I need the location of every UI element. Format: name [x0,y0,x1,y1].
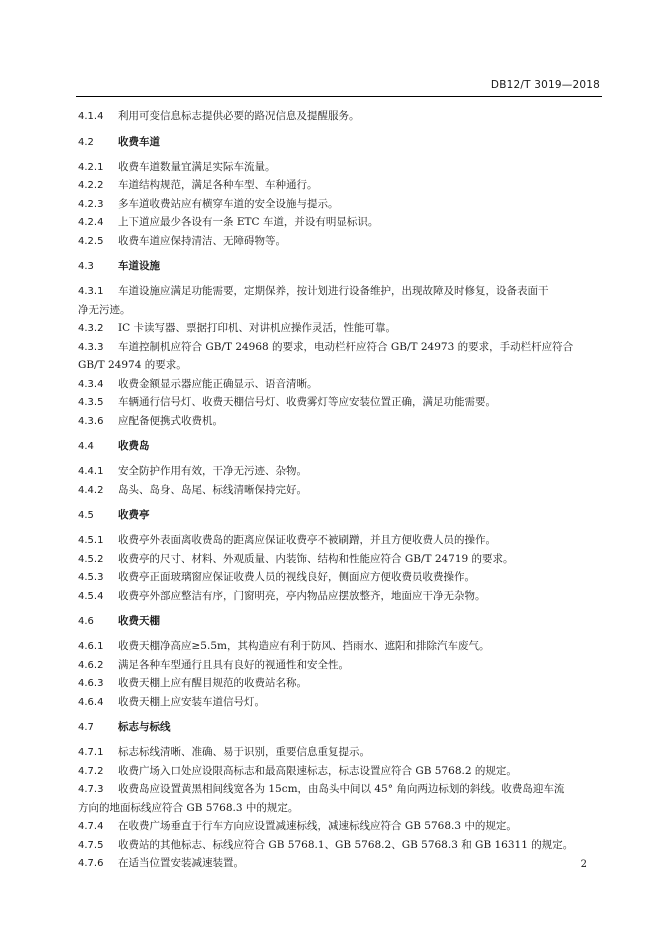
section-number: 4.6 [78,616,94,627]
clause-number: 4.3.5 [78,397,104,408]
clause [78,550,598,569]
section-title: 收费亭 [118,509,150,521]
clause-text: 收费亭的尺寸、材料、外观质量、内装饰、结构和性能应符合 GB/T 24719 的要求。 [118,552,514,565]
section-heading [78,134,598,150]
clause [78,780,598,799]
clause [78,282,598,301]
clause-number: 4.5.2 [78,553,104,565]
clause-number: 4.1.4 [78,111,104,122]
clause [78,213,598,232]
clause-text: 上下道应最少各设有一条 ETC 车道，并设有明显标识。 [118,216,379,228]
clause-number: 4.4.1 [78,466,104,477]
header-rule [76,96,602,97]
clause [78,107,598,126]
section-title: 标志与标线 [118,721,171,733]
section-number: 4.3 [78,261,94,272]
clause-number: 4.3.3 [78,341,104,353]
clause-text: 收费天棚上应有醒目规范的收费站名称。 [118,677,307,689]
clause-text: 收费天棚净高应≥5.5m，其构造应有利于防风、挡雨水、遮阳和排除汽车废气。 [118,640,490,652]
clause-text: 应配备便携式收费机。 [118,414,223,427]
clause-number: 4.7.4 [78,821,104,832]
section-heading [78,258,598,274]
clause-number: 4.7.5 [78,839,104,851]
clause-continuation: 净无污迹。 [78,303,131,316]
section-title: 收费岛 [118,440,150,452]
clause-text: 车道设施应满足功能需要，定期保养，按计划进行设备维护，出现故障及时修复，设备表面干 [118,285,549,297]
clause [78,637,598,656]
section-title: 收费车道 [118,135,160,148]
section-number: 4.7 [78,722,94,733]
page-number: 2 [580,859,587,870]
clause [78,158,598,177]
clause [78,481,598,500]
clause [78,836,598,855]
clause-text: 收费车道应保持清洁、无障碍物等。 [118,234,286,247]
clause-text: 车道控制机应符合 GB/T 24968 的要求，电动栏杆应符合 GB/T 24973 的要求，手动栏杆应符合 [118,340,574,353]
clause-number: 4.7.1 [78,747,104,758]
clause-number: 4.2.4 [78,217,104,228]
clause-text: 收费站的其他标志、标线应符合 GB 5768.1、GB 5768.2、GB 5768.3 和 GB 16311 的规定。 [118,838,574,851]
section-number: 4.4 [78,441,94,452]
clause-continuation: 方向的地面标线应符合 GB 5768.3 中的规定。 [78,801,299,814]
clause [78,232,598,251]
clause-text: 收费天棚上应安装车道信号灯。 [118,695,265,708]
clause [78,462,598,481]
clause-number: 4.7.3 [78,784,104,795]
clause-text: 收费亭外表面离收费岛的距离应保证收费亭不被刷蹭，并且方便收费人员的操作。 [118,534,496,546]
clause-number: 4.7.6 [78,858,104,869]
clause [78,674,598,693]
clause [78,656,598,675]
clause [78,393,598,412]
clause-number: 4.2.2 [78,180,104,191]
clause-number: 4.5.3 [78,572,104,583]
clause-number: 4.5.4 [78,590,104,602]
clause-number: 4.2.1 [78,161,104,173]
clause-number: 4.6.2 [78,659,104,671]
clause-number: 4.7.2 [78,765,104,777]
clause-number: 4.3.1 [78,286,104,297]
clause-number: 4.6.1 [78,641,104,652]
section-heading [78,719,598,735]
clause-text: 在收费广场垂直于行车方向应设置减速标线，减速标线应符合 GB 5768.3 中的规定。 [118,820,517,832]
clause-number: 4.3.2 [78,323,104,334]
clause-number: 4.6.4 [78,696,104,708]
clause [78,176,598,195]
clause [78,743,598,762]
section-title: 车道设施 [118,260,160,272]
section-heading [78,613,598,629]
clause-text: IC 卡读写器、票据打印机、对讲机应操作灵活，性能可靠。 [118,322,397,334]
clause-text: 利用可变信息标志提供必要的路况信息及提醒服务。 [118,110,360,122]
clause-text: 收费岛应设置黄黑相间线宽各为 15cm，由岛头中间以 45° 角向两边标划的斜线。收费岛迎车流 [118,783,565,795]
clause-text: 收费金额显示器应能正确显示、语音清晰。 [118,377,318,390]
section-title: 收费天棚 [118,615,160,627]
clause-text: 满足各种车型通行且具有良好的视通性和安全性。 [118,658,349,671]
document-code: DB12/T 3019—2018 [490,79,600,91]
section-number: 4.2 [78,136,94,148]
clause-text: 岛头、岛身、岛尾、标线清晰保持完好。 [118,483,307,496]
clause [78,531,598,550]
clause-text: 车道结构规范，满足各种车型、车种通行。 [118,179,318,191]
clause [78,338,598,357]
section-heading [78,507,598,523]
document-body [78,107,598,873]
clause-text: 在适当位置安装减速装置。 [118,857,244,869]
clause [78,375,598,394]
clause-number: 4.3.6 [78,415,104,427]
clause [78,587,598,606]
clause-text: 收费亭正面玻璃窗应保证收费人员的视线良好，侧面应方便收费员收费操作。 [118,571,475,583]
clause [78,762,598,781]
section-number: 4.5 [78,510,94,521]
clause-text: 车辆通行信号灯、收费天棚信号灯、收费雾灯等应安装位置正确，满足功能需要。 [118,396,496,408]
clause [78,693,598,712]
clause-text: 收费亭外部应整洁有序，门窗明亮，亭内物品应摆放整齐，地面应干净无杂物。 [118,589,486,602]
clause-text: 收费广场入口处应设限高标志和最高限速标志，标志设置应符合 GB 5768.2 的规定。 [118,764,517,777]
clause-continuation: GB/T 24974 的要求。 [78,359,187,371]
clause-number: 4.3.4 [78,378,104,390]
clause-number: 4.2.3 [78,198,104,210]
clause-number: 4.2.5 [78,235,104,247]
clause-number: 4.5.1 [78,535,104,546]
clause [78,568,598,587]
clause-text: 标志标线清晰、准确、易于识别，重要信息重复提示。 [118,746,370,758]
clause-text: 多车道收费站应有横穿车道的安全设施与提示。 [118,197,339,210]
clause-number: 4.4.2 [78,484,104,496]
clause-text: 收费车道数量宜满足实际车流量。 [118,160,276,173]
clause [78,412,598,431]
clause-number: 4.6.3 [78,678,104,689]
section-heading [78,438,598,454]
clause [78,817,598,836]
clause-text: 安全防护作用有效，干净无污迹、杂物。 [118,465,307,477]
clause [78,319,598,338]
clause [78,854,598,873]
clause [78,195,598,214]
